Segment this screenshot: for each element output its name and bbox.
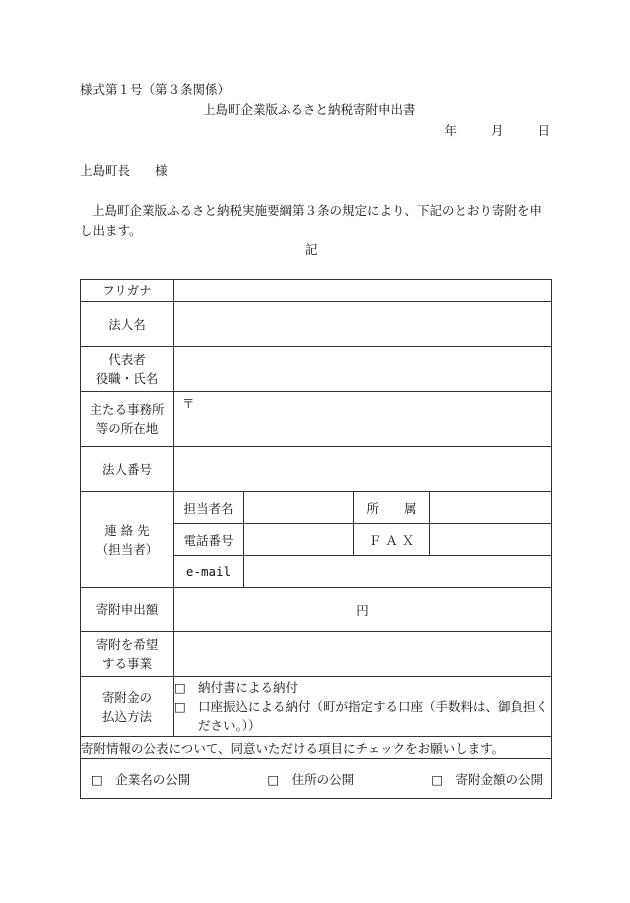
form-title: 上島町企業版ふるさと納税寄附申出書 <box>203 102 416 117</box>
check-donation-amount[interactable]: □ 寄附金額の公開 <box>431 771 543 787</box>
row-contact-1 <box>81 492 552 524</box>
payment-option-transfer-label: 口座振込による納付（町が指定する口座（手数料は、御負担ください。）） <box>198 699 549 733</box>
office-address-label <box>81 392 174 447</box>
payment-option-invoice-label: 納付書による納付 <box>198 680 299 695</box>
fax-input[interactable] <box>430 524 552 556</box>
row-representative <box>81 347 552 392</box>
corp-name-input[interactable] <box>174 302 552 347</box>
department-input[interactable] <box>430 492 552 524</box>
amount-label: 寄附申出額 <box>81 588 174 632</box>
contact-label-line2: （担当者） <box>95 541 159 557</box>
checkbox-icon[interactable]: □ <box>174 680 186 695</box>
corp-number-input[interactable] <box>174 447 552 492</box>
project-input[interactable] <box>174 632 552 677</box>
phone-input[interactable] <box>244 524 354 556</box>
corp-number-label: 法人番号 <box>81 447 174 492</box>
amount-input[interactable] <box>174 588 552 632</box>
phone-label: 電話番号 <box>174 524 244 556</box>
office-address-input[interactable] <box>174 392 552 447</box>
date-line <box>444 121 550 139</box>
row-amount <box>81 588 552 632</box>
disclosure-notice: 寄附情報の公表について、同意いただける項目にチェックをお願いします。 <box>81 737 552 759</box>
email-label: e-mail <box>174 556 244 588</box>
row-project <box>81 632 552 677</box>
body-text: 上島町企業版ふるさと納税実施要綱第３条の規定により、下記のとおり寄附を申し出ます。 <box>80 203 543 238</box>
representative-label-line2: 役職・氏名 <box>95 371 159 386</box>
payment-options <box>174 677 552 737</box>
fax-label: Ｆ Ａ Ｘ <box>354 524 430 556</box>
payment-option-invoice[interactable] <box>174 678 551 697</box>
email-input[interactable] <box>244 556 552 588</box>
project-label-line2: する事業 <box>101 656 152 671</box>
checkbox-icon[interactable]: □ <box>174 699 186 714</box>
donation-form-table <box>80 279 552 799</box>
furigana-label: フリガナ <box>81 280 174 302</box>
yen-unit: 円 <box>356 602 369 618</box>
date-month: 月 <box>490 123 504 138</box>
corp-name-label: 法人名 <box>81 302 174 347</box>
department-label: 所 属 <box>354 492 430 524</box>
row-office-address <box>81 392 552 447</box>
project-label <box>81 632 174 677</box>
payment-label <box>81 677 174 737</box>
row-corp-name <box>81 302 552 347</box>
payment-label-line2: 払込方法 <box>101 708 152 724</box>
contact-label-line1: 連 絡 先 <box>104 522 150 538</box>
representative-input[interactable] <box>174 347 552 392</box>
ki-heading: 記 <box>305 242 318 257</box>
date-day: 日 <box>537 123 550 138</box>
row-corp-number <box>81 447 552 492</box>
row-disclosure-notice <box>81 737 552 759</box>
person-in-charge-label: 担当者名 <box>174 492 244 524</box>
postal-mark: 〒 <box>182 396 195 411</box>
disclosure-checks <box>81 759 552 799</box>
contact-label <box>81 492 174 588</box>
row-disclosure-checks <box>81 759 552 799</box>
date-year: 年 <box>444 123 457 138</box>
row-payment <box>81 677 552 737</box>
payment-option-transfer[interactable] <box>174 697 551 735</box>
payment-label-line1: 寄附金の <box>101 689 152 705</box>
check-address[interactable]: □ 住所の公開 <box>267 771 355 787</box>
person-in-charge-input[interactable] <box>244 492 354 524</box>
furigana-input[interactable] <box>174 280 552 302</box>
form-number: 様式第１号（第３条関係） <box>80 82 231 97</box>
representative-label-line1: 代表者 <box>108 352 146 367</box>
project-label-line1: 寄附を希望 <box>95 637 159 652</box>
office-address-label-line2: 等の所在地 <box>95 421 159 436</box>
representative-label <box>81 347 174 392</box>
addressee: 上島町長 様 <box>80 163 168 178</box>
office-address-label-line1: 主たる事務所 <box>89 402 165 417</box>
row-furigana <box>81 280 552 302</box>
check-company-name[interactable]: □ 企業名の公開 <box>91 771 191 787</box>
